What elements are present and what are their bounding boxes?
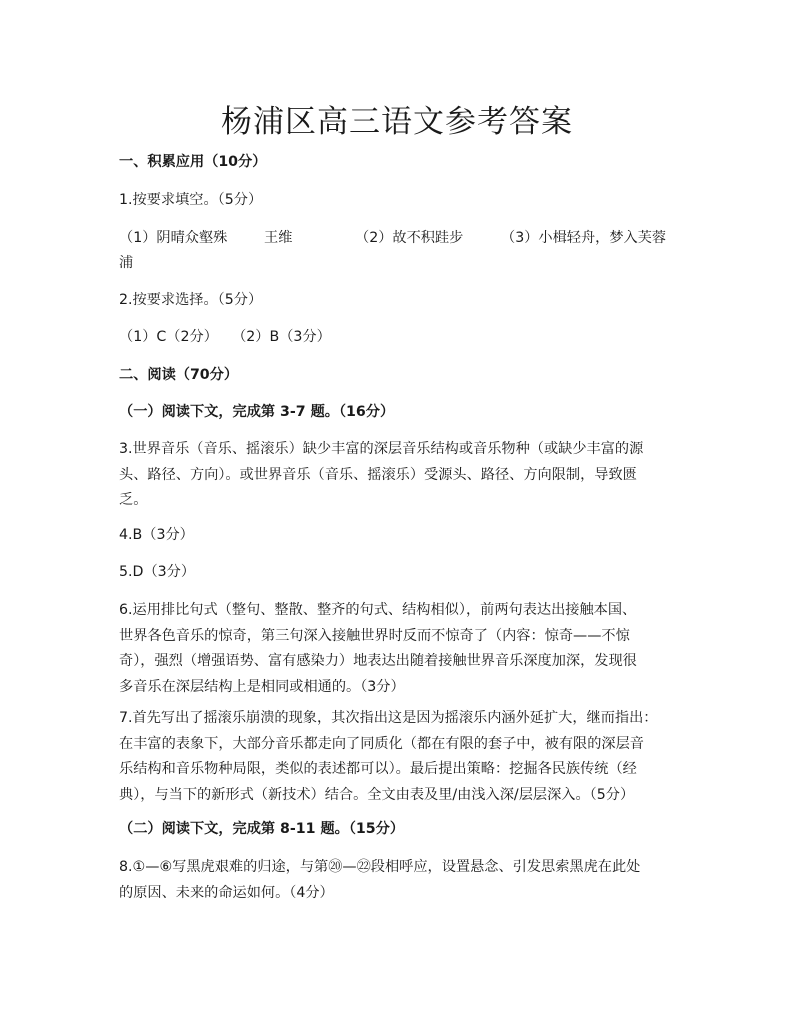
section2-heading: 二、阅读（70分） (119, 367, 239, 383)
q3-line: 乏。 (119, 492, 148, 508)
q8-line: 8.①—⑥写黑虎艰难的归途，与第⑳—㉒段相呼应，设置悬念、引发思索黑虎在此处 (119, 859, 641, 875)
section1-heading: 一、积累应用（10分） (119, 154, 267, 170)
q7-answer (119, 706, 677, 808)
q7-line: 在丰富的表象下，大部分音乐都走向了同质化（都在有限的套子中，被有限的深层音 (119, 735, 644, 752)
q1-answer-1: （1）阴晴众壑殊 (119, 230, 228, 246)
q7-line: 典），与当下的新形式（新技术）结合。全文由表及里/由浅入深/层层深入。（5分） (119, 786, 635, 803)
q6-line: 多音乐在深层结构上是相同或相通的。（3分） (119, 678, 405, 695)
q1-answer-3: （3）小楫轻舟，梦入芙蓉 (501, 230, 667, 246)
q8-line: 的原因、未来的命运如何。（4分） (119, 884, 334, 901)
q3-line: 3.世界音乐（音乐、摇滚乐）缺少丰富的深层音乐结构或音乐物种（或缺少丰富的源 (119, 441, 644, 457)
q1-answer-3-cont: 浦 (119, 255, 134, 271)
q7-line: 乐结构和音乐物种局限，类似的表述都可以）。最后提出策略：挖掘各民族传统（经 (119, 761, 637, 777)
q6-line: 世界各色音乐的惊奇，第三句深入接触世界时反而不惊奇了（内容：惊奇——不惊 (119, 627, 630, 644)
q6-line: 奇），强烈（增强语势、富有感染力）地表达出随着接触世界音乐深度加深，发现很 (119, 653, 637, 669)
part2-heading: （二）阅读下文，完成第 8-11 题。（15分） (119, 821, 405, 837)
q1-answer-2: （2）故不积跬步 (355, 230, 464, 246)
q6-line: 6.运用排比句式（整句、整散、整齐的句式、结构相似），前两句表达出接触本国、 (119, 602, 637, 618)
q5-answer: 5.D（3分） (119, 564, 196, 580)
q2-answer: （1）C（2分） （2）B（3分） (119, 329, 331, 345)
page-title: 杨浦区高三语文参考答案 (221, 104, 573, 140)
q1-prompt: 1.按要求填空。（5分） (119, 192, 263, 208)
q1-answer-row (119, 226, 699, 252)
q7-line: 7.首先写出了摇滚乐崩溃的现象，其次指出这是因为摇滚乐内涵外延扩大，继而指出： (119, 710, 658, 726)
q2-prompt: 2.按要求选择。（5分） (119, 292, 263, 308)
q1-answer-1-author: 王维 (264, 230, 293, 246)
q4-answer: 4.B（3分） (119, 527, 194, 543)
q6-answer (119, 598, 677, 700)
q3-answer (119, 437, 677, 514)
q8-answer (119, 855, 677, 906)
q3-line: 头、路径、方向）。或世界音乐（音乐、摇滚乐）受源头、路径、方向限制，导致匮 (119, 466, 637, 483)
part1-heading: （一）阅读下文，完成第 3-7 题。（16分） (119, 404, 395, 420)
